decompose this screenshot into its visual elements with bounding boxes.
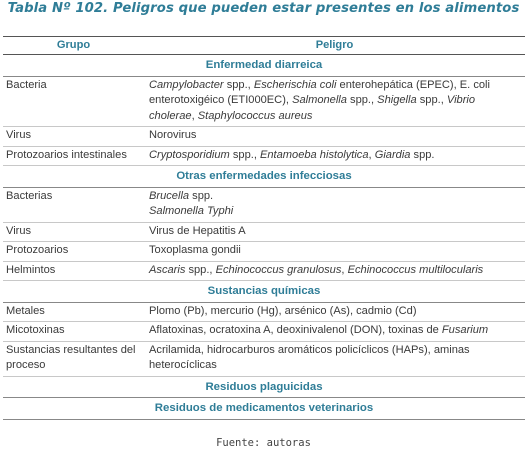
section-row [3,55,525,77]
source-note: Fuente: autoras [216,437,311,449]
table-row [3,222,525,242]
hazard-italic-text: Salmonella [292,94,347,106]
table-row [3,146,525,166]
section-title: Otras enfermedades infecciosas [3,166,525,188]
hazard-text: Norovirus [149,129,197,141]
hazard-text: enterohepática (EPEC), E. coli enterotoxigéico (ETI000EC), [149,78,490,106]
group-cell: Protozoarios [3,242,144,262]
group-cell: Bacterias [3,187,144,222]
hazard-italic-text: Ascaris [149,263,186,276]
hazard-cell [144,76,525,127]
hazard-italic-text: Entamoeba histolytica [259,148,369,161]
hazard-text: , [368,148,375,161]
hazard-cell [144,341,525,376]
column-header-group: Grupo [3,37,144,55]
section-row [3,281,525,303]
column-header-hazard: Peligro [144,37,525,55]
hazard-italic-text: Fusarium [441,324,489,336]
hazard-text: Acrilamida, hidrocarburos aromáticos policíclicos (HAPs), aminas heterocíclicas [149,343,470,371]
hazard-text: Aflatoxinas, ocratoxina A, deoxinivalenol (DON), toxinas de [149,324,442,336]
hazard-text: Toxoplasma gondii [149,244,241,256]
hazard-italic-text: Shigella [377,94,417,106]
table-row [3,302,525,322]
group-cell: Sustancias resultantes del proceso [3,341,144,376]
hazard-italic-text: Cryptosporidium [149,148,230,161]
section-row [3,166,525,188]
hazard-italic-text: Echinococcus granulosus [215,263,342,276]
hazard-text: spp. [410,148,435,161]
hazard-text: spp., [185,263,216,276]
table-body [3,55,525,420]
table-row [3,322,525,342]
table-row [3,127,525,147]
table-row [3,76,525,127]
group-cell: Helmintos [3,261,144,281]
hazard-text: spp., [229,148,260,161]
group-cell: Protozoarios intestinales [3,146,144,166]
hazard-text: spp., [416,94,447,106]
table-row [3,242,525,262]
group-cell: Virus [3,222,144,242]
hazard-cell [144,187,525,222]
hazard-italic-text: Escherischia coli [253,78,337,91]
hazard-text: Plomo (Pb), mercurio (Hg), arsénico (As), cadmio (Cd) [149,304,417,317]
hazard-text: Virus de Hepatitis A [149,224,246,237]
section-title: Enfermedad diarreica [3,55,525,77]
hazard-italic-text: Staphylococcus aureus [197,109,313,122]
section-title: Residuos plaguicidas [3,376,525,398]
hazard-italic-text: Salmonella Typhi [149,205,234,217]
section-row [3,376,525,398]
hazard-cell [144,146,525,166]
table-row [3,261,525,281]
header-row [3,37,525,55]
hazard-italic-text: Brucella [149,189,190,202]
hazard-text: spp., [223,78,254,91]
hazard-cell [144,322,525,342]
hazard-text: , [341,263,348,276]
hazard-cell [144,261,525,281]
group-cell: Metales [3,302,144,322]
section-row [3,398,525,420]
hazards-table [3,36,525,420]
section-title: Sustancias químicas [3,281,525,303]
hazard-text: , [191,109,198,122]
hazard-cell [144,302,525,322]
group-cell: Virus [3,127,144,147]
table-row [3,187,525,222]
section-title: Residuos de medicamentos veterinarios [3,398,525,420]
hazard-italic-text: Giardia [374,148,411,161]
hazard-italic-text: Vibrio cholerae [149,94,476,122]
hazard-cell [144,222,525,242]
group-cell: Bacteria [3,76,144,127]
hazard-cell [144,242,525,262]
hazard-cell [144,127,525,147]
hazard-italic-text: Echinococcus multilocularis [347,263,484,276]
table-row [3,341,525,376]
group-cell: Micotoxinas [3,322,144,342]
hazard-text: spp. [189,189,214,202]
hazard-italic-text: Campylobacter [149,78,224,91]
hazard-text: spp., [346,94,378,106]
table-caption: Tabla Nº 102. Peligros que pueden estar presentes en los alimentos [7,1,520,16]
